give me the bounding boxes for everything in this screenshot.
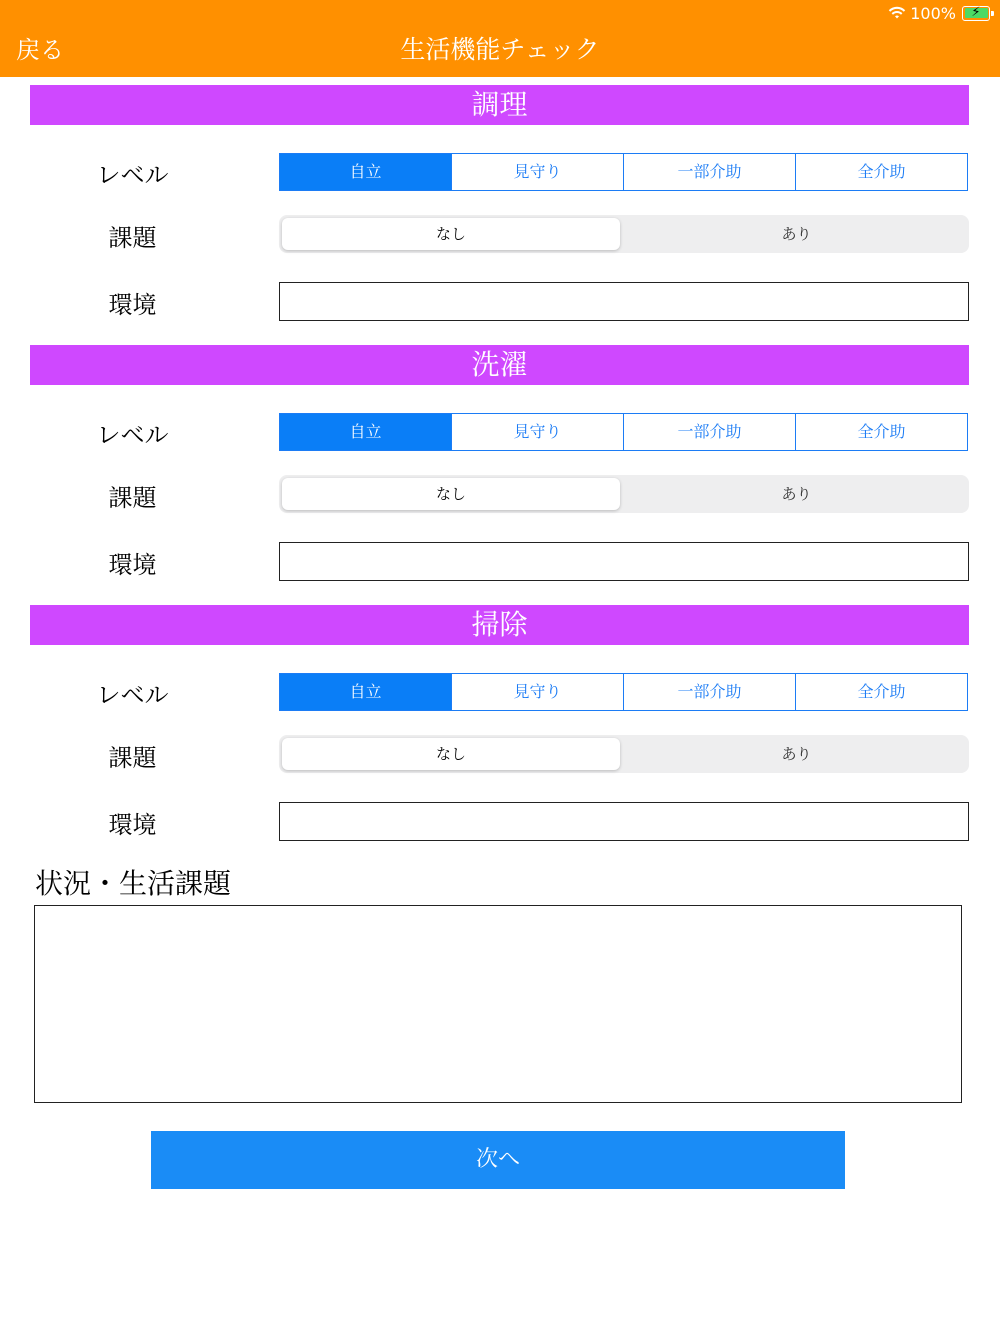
level-label: レベル [96,161,169,189]
level-label: レベル [96,421,169,449]
back-button[interactable]: 戻る [16,36,64,64]
charging-bolt-icon: ⚡ [971,4,981,20]
level-option[interactable]: 一部介助 [623,154,795,190]
next-button[interactable]: 次へ [151,1131,845,1189]
section-header: 洗濯 [30,345,969,385]
level-segmented-control [279,413,968,451]
wifi-icon [888,6,906,20]
level-option[interactable]: 全介助 [795,414,967,450]
battery-percentage: 100% [910,3,956,23]
environment-label: 環境 [108,811,157,839]
issue-segmented-control [279,735,969,773]
issue-label: 課題 [108,744,157,772]
issue-option[interactable]: あり [781,485,812,503]
environment-input[interactable] [279,282,969,321]
issue-label: 課題 [108,224,157,252]
environment-input[interactable] [279,802,969,841]
battery-charging-icon [962,6,990,21]
environment-label: 環境 [108,291,157,319]
situation-label: 状況・生活課題 [35,867,232,900]
issue-segmented-control [279,475,969,513]
level-option[interactable]: 自立 [280,154,451,190]
level-label: レベル [96,681,169,709]
environment-label: 環境 [108,551,157,579]
section-header: 調理 [30,85,969,125]
status-bar [888,3,990,23]
issue-option[interactable]: なし [282,218,620,250]
section-cooking [0,85,1000,325]
level-option[interactable]: 一部介助 [623,414,795,450]
level-option[interactable]: 自立 [280,414,451,450]
level-option[interactable]: 一部介助 [623,674,795,710]
issue-option[interactable]: あり [781,745,812,763]
page-title: 生活機能チェック [400,35,600,64]
issue-label: 課題 [108,484,157,512]
issue-option[interactable]: なし [282,738,620,770]
section-laundry [0,345,1000,585]
level-option[interactable]: 見守り [451,414,623,450]
issue-option[interactable]: なし [282,478,620,510]
level-segmented-control [279,673,968,711]
level-option[interactable]: 全介助 [795,674,967,710]
navigation-bar [0,0,1000,77]
issue-option[interactable]: あり [781,225,812,243]
level-segmented-control [279,153,968,191]
level-option[interactable]: 見守り [451,154,623,190]
level-option[interactable]: 見守り [451,674,623,710]
environment-input[interactable] [279,542,969,581]
level-option[interactable]: 全介助 [795,154,967,190]
issue-segmented-control [279,215,969,253]
section-cleaning [0,605,1000,845]
situation-textarea[interactable] [34,905,962,1103]
level-option[interactable]: 自立 [280,674,451,710]
section-header: 掃除 [30,605,969,645]
battery-cap [991,11,994,16]
